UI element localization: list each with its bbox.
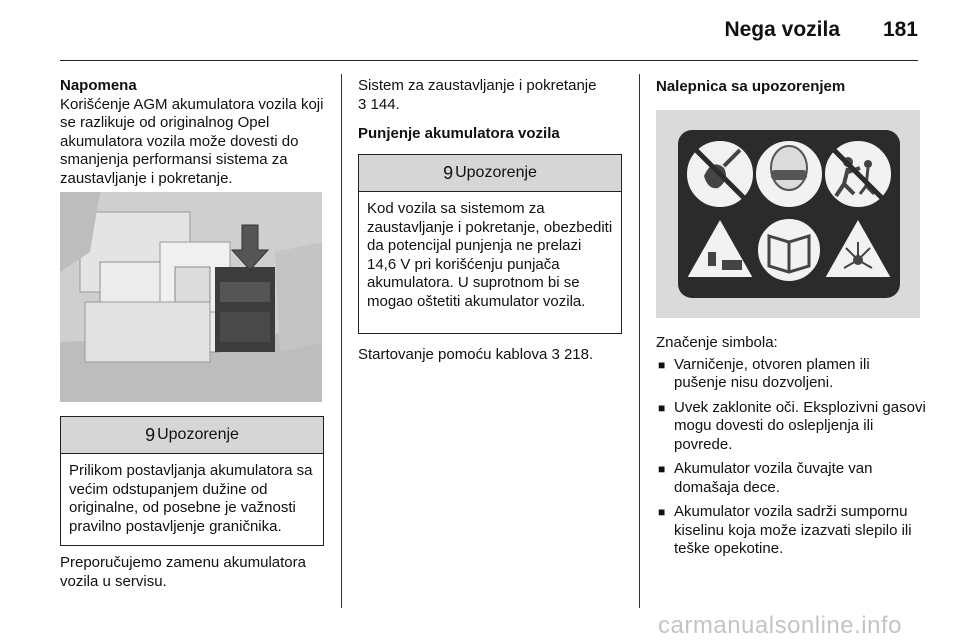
header-rule xyxy=(60,60,918,61)
eye-protection-icon xyxy=(755,140,823,208)
column-divider-2 xyxy=(639,74,640,608)
keep-children-away-icon xyxy=(824,140,892,208)
list-item: ■ Varničenje, otvoren plamen ili pušenje nisu dozvoljeni. xyxy=(656,356,926,393)
list-item: ■ Uvek zaklonite oči. Eksplozivni gasovi mogu dovesti do oslepljenja ili povrede. xyxy=(656,399,926,455)
warning-text: Kod vozila sa sistemom za zaustavljanje i pokretanje, obezbediti da potencijal punjenja ne prelazi 14,6 V pri korišćenju punjača akumulatora. U suprotnom bi se mogao oštetiti akumulator vozila. xyxy=(367,200,613,310)
jumpstart-link[interactable]: 3 218. xyxy=(551,346,594,363)
warning-sticker-image xyxy=(656,110,920,318)
column-divider-1 xyxy=(341,74,342,608)
section-heading-charging: Punjenje akumulatora vozila xyxy=(358,125,560,142)
recommendation-text: Preporučujemo zamenu akumulatora vozila u servisu. xyxy=(60,554,306,590)
warning-triangle-icon: 9 xyxy=(443,162,454,183)
warning-triangle-icon: 9 xyxy=(145,424,156,445)
crossref-text: Sistem za zaustavljanje i pokretanje xyxy=(358,77,597,94)
watermark: carmanualsonline.info xyxy=(658,612,902,639)
page-number: 181 xyxy=(882,18,918,41)
jumpstart-crossref xyxy=(358,346,628,365)
page-section-title: Nega vozila xyxy=(724,18,840,41)
warning-header xyxy=(61,417,323,454)
symbols-list xyxy=(656,356,926,559)
warning-heading: Upozorenje xyxy=(157,426,239,443)
read-manual-icon xyxy=(757,218,821,282)
jumpstart-text: Startovanje pomoću kablova xyxy=(358,346,548,363)
warning-box-1 xyxy=(60,416,324,546)
crossref-block xyxy=(358,77,624,114)
symbols-section xyxy=(656,334,926,565)
no-fire-icon xyxy=(686,140,754,208)
note-heading: Napomena xyxy=(60,77,137,94)
symbols-intro: Značenje simbola: xyxy=(656,334,778,351)
note-text: Korišćenje AGM akumulatora vozila koji se razlikuje od originalnog Opel akumulatora vozila može dovesti do smanjenja performansi sistema za zaustavljanje i pokretanje. xyxy=(60,95,324,187)
list-item: ■ Akumulator vozila sadrži sumpornu kiselinu koja može izazvati slepilo ili teške opekotine. xyxy=(656,503,926,559)
section-heading-sticker: Nalepnica sa upozorenjem xyxy=(656,78,846,95)
warning-heading: Upozorenje xyxy=(455,164,537,181)
battery-photo xyxy=(60,192,322,402)
warning-text: Prilikom postavljanja akumulatora sa većim odstupanjem dužine od originalne, od posebne je važnosti pravilno postavljenje graničnika. xyxy=(69,462,313,535)
crossref-link[interactable]: 3 144. xyxy=(358,95,400,113)
note-block xyxy=(60,77,326,188)
list-item: ■ Akumulator vozila čuvajte van domašaja dece. xyxy=(656,460,926,497)
warning-box-2 xyxy=(358,154,622,334)
warning-header xyxy=(359,155,621,192)
